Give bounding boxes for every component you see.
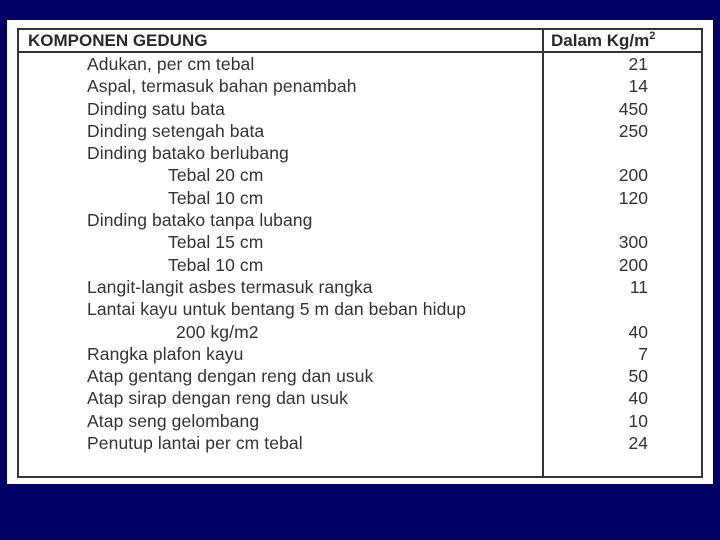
table-row (0, 254, 720, 276)
header-unit-text: Dalam Kg/m (551, 31, 650, 50)
row-label: Atap seng gelombang (87, 410, 260, 431)
table-row (0, 75, 720, 97)
row-value: 300 (618, 232, 648, 253)
row-value: 14 (628, 76, 648, 97)
header-unit-superscript: 2 (649, 30, 656, 42)
row-label: Tebal 10 cm (168, 187, 264, 208)
row-label: Langit-langit asbes termasuk rangka (87, 276, 373, 297)
table-row (0, 276, 720, 298)
table-row (0, 53, 720, 75)
row-label: Tebal 10 cm (168, 254, 264, 275)
row-label: Dinding batako tanpa lubang (87, 210, 313, 231)
row-value: 250 (618, 120, 648, 141)
row-value: 50 (628, 366, 648, 387)
row-value: 200 (618, 254, 648, 275)
table-row (0, 432, 720, 454)
row-label: Dinding setengah bata (87, 120, 265, 141)
table-row (0, 209, 720, 231)
header-component: KOMPONEN GEDUNG (28, 31, 208, 50)
row-value: 40 (628, 321, 648, 342)
row-label: 200 kg/m2 (176, 321, 259, 342)
row-value: 40 (628, 388, 648, 409)
table-body (0, 53, 720, 454)
row-value: 24 (628, 433, 648, 454)
table-row (0, 410, 720, 432)
table-row (0, 343, 720, 365)
row-value: 120 (618, 187, 648, 208)
row-label: Aspal, termasuk bahan penambah (87, 76, 357, 97)
table-row (0, 365, 720, 387)
row-label: Atap sirap dengan reng dan usuk (87, 388, 348, 409)
row-label: Dinding batako berlubang (87, 143, 289, 164)
row-label: Rangka plafon kayu (87, 343, 244, 364)
table-row (0, 142, 720, 164)
table-row (0, 98, 720, 120)
table-row (0, 387, 720, 409)
table-row (0, 298, 720, 320)
table-row (0, 120, 720, 142)
header-unit (551, 31, 655, 51)
row-value: 7 (638, 343, 648, 364)
row-label: Tebal 20 cm (168, 165, 264, 186)
row-label: Tebal 15 cm (168, 232, 264, 253)
row-label: Penutup lantai per cm tebal (87, 433, 303, 454)
table-row (0, 321, 720, 343)
row-value: 21 (628, 54, 648, 74)
row-label: Dinding satu bata (87, 98, 225, 119)
row-value: 10 (628, 410, 648, 431)
row-value: 450 (618, 98, 648, 119)
table-row (0, 187, 720, 209)
row-label: Adukan, per cm tebal (87, 54, 255, 74)
row-label: Atap gentang dengan reng dan usuk (87, 366, 374, 387)
row-value: 11 (629, 276, 648, 297)
row-value: 200 (618, 165, 648, 186)
table-row (0, 164, 720, 186)
table-row (0, 231, 720, 253)
row-label: Lantai kayu untuk bentang 5 m dan beban hidup (87, 299, 467, 320)
